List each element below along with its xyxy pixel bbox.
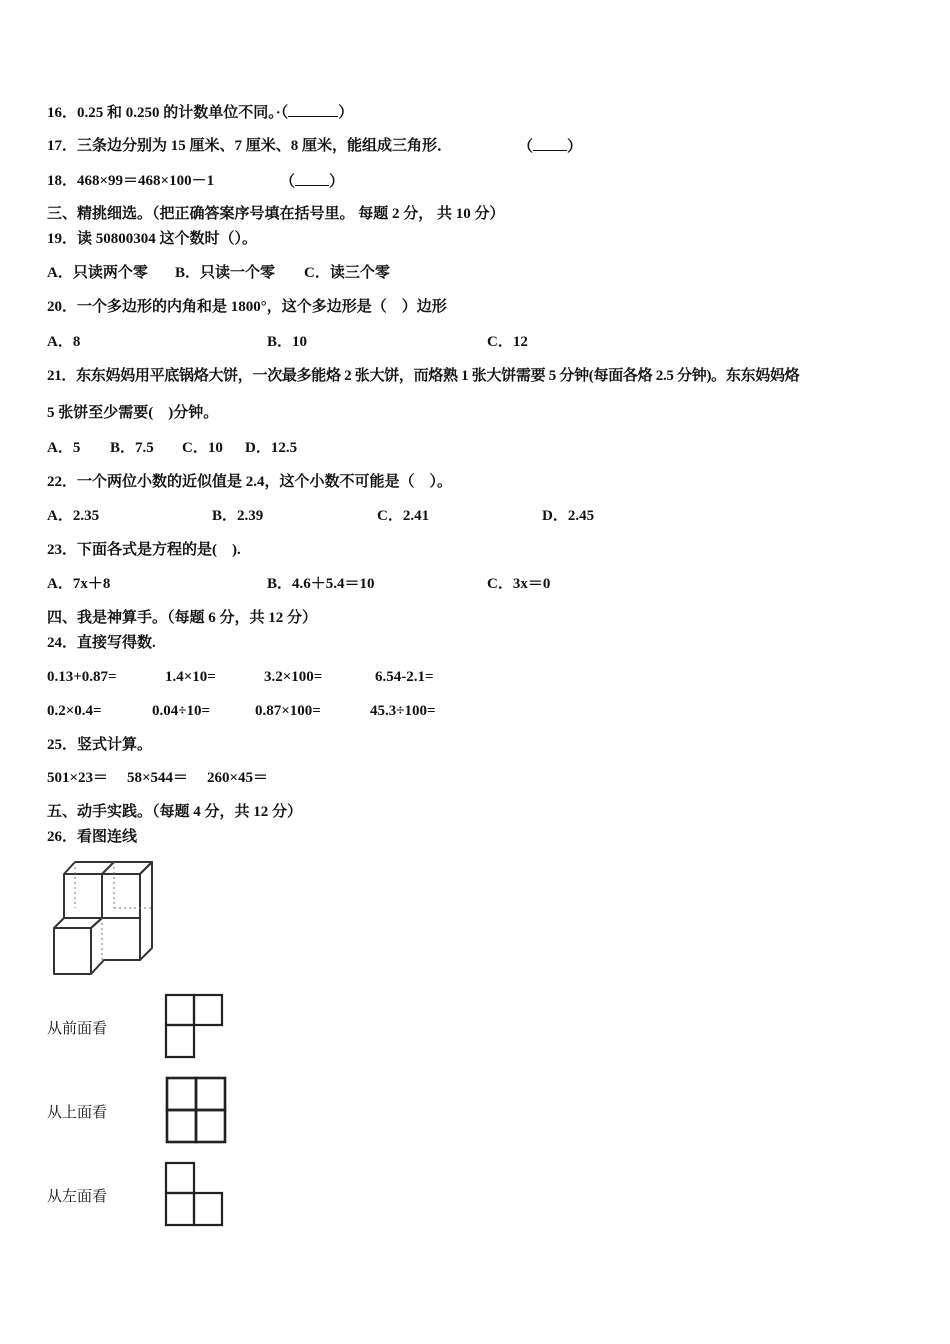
calc-item: 6.54-2.1= — [375, 669, 434, 685]
calc-item: 3.2×100= — [264, 669, 323, 685]
cube-figure — [40, 856, 165, 978]
option-b[interactable]: B．7.5 — [110, 440, 154, 456]
question-18-answer — [280, 171, 344, 192]
open-paren: （ — [518, 139, 534, 155]
question-25-text: 25．竖式计算。 — [47, 737, 153, 753]
answer-blank[interactable] — [288, 102, 338, 117]
option-a[interactable]: A．只读两个零 — [47, 265, 148, 281]
calc-item: 0.04÷10= — [152, 703, 211, 719]
option-a[interactable]: A．7x＋8 — [47, 576, 111, 592]
view-label-top[interactable]: 从上面看 — [47, 1105, 108, 1121]
option-b[interactable]: B．只读一个零 — [175, 265, 276, 281]
question-17-answer — [518, 136, 582, 157]
option-a[interactable]: A．5 — [47, 440, 81, 456]
top-view-shape[interactable] — [165, 1076, 227, 1144]
option-c[interactable]: C．10 — [182, 440, 223, 456]
calc-item: 0.2×0.4= — [47, 703, 102, 719]
section-4-heading: 四、我是神算手。（每题 6 分，共 12 分） — [47, 610, 318, 626]
calc-item: 260×45＝ — [207, 770, 269, 786]
option-c[interactable]: C．12 — [487, 334, 528, 350]
question-16-text: 16．0.25 和 0.250 的计数单位不同。·（ — [47, 105, 289, 121]
calc-item: 0.87×100= — [255, 703, 321, 719]
option-a[interactable]: A．2.35 — [47, 508, 100, 524]
view-label-front[interactable]: 从前面看 — [47, 1021, 108, 1037]
question-21-line-2: 5 张饼至少需要( )分钟。 — [47, 405, 219, 421]
question-24-text: 24．直接写得数. — [47, 635, 156, 651]
option-c[interactable]: C．2.41 — [377, 508, 430, 524]
close-paren: ） — [329, 174, 345, 190]
calc-item: 45.3÷100= — [370, 703, 436, 719]
option-d[interactable]: D．12.5 — [245, 440, 298, 456]
section-3-heading: 三、精挑细选。（把正确答案序号填在括号里。 每题 2 分， 共 10 分） — [47, 206, 505, 222]
option-d[interactable]: D．2.45 — [542, 508, 595, 524]
calc-item: 501×23＝ — [47, 770, 109, 786]
question-20-text: 20．一个多边形的内角和是 1800°，这个多边形是（ ）边形 — [47, 299, 447, 315]
left-view-shape[interactable] — [164, 1161, 224, 1227]
close-paren: ） — [338, 105, 354, 121]
option-b[interactable]: B．2.39 — [212, 508, 264, 524]
question-21-line-1: 21．东东妈妈用平底锅烙大饼，一次最多能烙 2 张大饼，而烙熟 1 张大饼需要 5 分钟(每面各烙 2.5 分钟)。东东妈妈烙 — [47, 368, 800, 384]
option-c[interactable]: C．读三个零 — [304, 265, 390, 281]
close-paren: ） — [567, 139, 583, 155]
answer-blank[interactable] — [533, 136, 567, 151]
open-paren: （ — [280, 174, 296, 190]
question-18 — [47, 171, 214, 191]
question-19-text: 19．读 50800304 这个数时（）。 — [47, 231, 258, 247]
question-22-text: 22．一个两位小数的近似值是 2.4，这个小数不可能是（ ）。 — [47, 474, 453, 490]
answer-blank[interactable] — [295, 171, 329, 186]
question-17-text: 17．三条边分别为 15 厘米、7 厘米、8 厘米，能组成三角形． — [47, 138, 453, 154]
calc-item: 58×544＝ — [127, 770, 189, 786]
front-view-shape[interactable] — [164, 993, 224, 1059]
question-16 — [47, 102, 353, 123]
calc-item: 1.4×10= — [165, 669, 216, 685]
question-18-text: 18．468×99＝468×100－1 — [47, 173, 215, 189]
option-b[interactable]: B．4.6＋5.4＝10 — [267, 576, 375, 592]
calc-item: 0.13+0.87= — [47, 669, 117, 685]
question-17 — [47, 136, 452, 156]
option-b[interactable]: B．10 — [267, 334, 308, 350]
section-5-heading: 五、动手实践。（每题 4 分，共 12 分） — [47, 804, 303, 820]
option-a[interactable]: A．8 — [47, 334, 81, 350]
question-26-text: 26．看图连线 — [47, 829, 138, 845]
view-label-left[interactable]: 从左面看 — [47, 1189, 108, 1205]
question-23-text: 23．下面各式是方程的是( ). — [47, 542, 241, 558]
option-c[interactable]: C．3x＝0 — [487, 576, 551, 592]
